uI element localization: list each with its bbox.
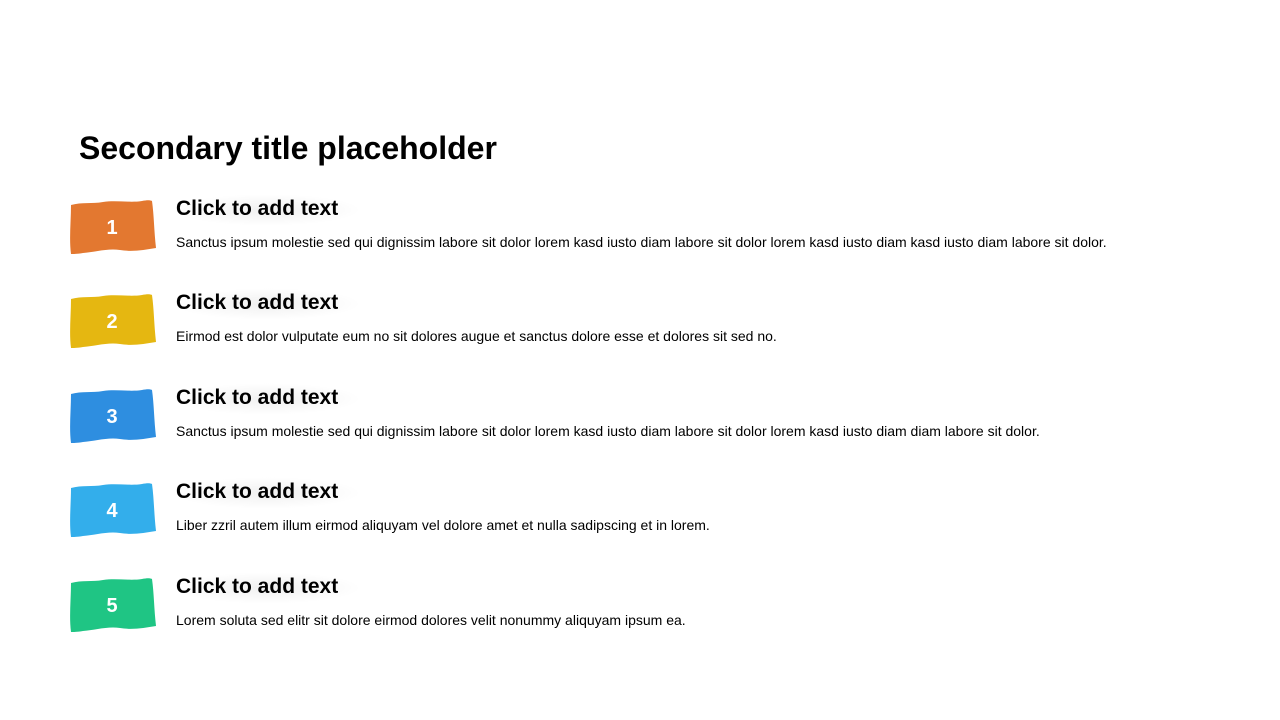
number-badge [68, 293, 156, 351]
slide-title[interactable]: Secondary title placeholder [79, 130, 497, 166]
item-heading[interactable]: Click to add text [172, 383, 362, 415]
badge-number: 5 [106, 595, 118, 617]
item-description[interactable]: Sanctus ipsum molestie sed qui dignissim labore sit dolor lorem kasd iusto diam labore sit dolor lorem kasd iusto diam kasd iusto diam labore sit dolor. [176, 234, 1107, 250]
badge-number: 2 [106, 311, 118, 333]
badge-number: 1 [106, 217, 118, 239]
item-description[interactable]: Sanctus ipsum molestie sed qui dignissim labore sit dolor lorem kasd iusto diam labore sit dolor lorem kasd iusto diam diam labore sit dolor. [176, 423, 1040, 439]
item-heading[interactable]: Click to add text [172, 477, 362, 509]
item-heading[interactable]: Click to add text [172, 572, 362, 604]
number-badge [68, 199, 156, 257]
item-description[interactable]: Liber zzril autem illum eirmod aliquyam vel dolore amet et nulla sadipscing et in lorem. [176, 517, 710, 533]
item-heading[interactable]: Click to add text [172, 288, 362, 320]
list-item [0, 388, 1280, 458]
badge-number: 4 [106, 500, 118, 522]
list-item [0, 577, 1280, 647]
number-badge [68, 482, 156, 540]
number-badge [68, 388, 156, 446]
item-description[interactable]: Eirmod est dolor vulputate eum no sit dolores augue et sanctus dolore esse et dolores sit sed no. [176, 328, 777, 344]
item-heading[interactable]: Click to add text [172, 194, 362, 226]
list-item [0, 482, 1280, 552]
list-item [0, 293, 1280, 363]
list-item [0, 199, 1280, 269]
number-badge [68, 577, 156, 635]
badge-number: 3 [106, 406, 118, 428]
item-description[interactable]: Lorem soluta sed elitr sit dolore eirmod dolores velit nonummy aliquyam ipsum ea. [176, 612, 686, 628]
